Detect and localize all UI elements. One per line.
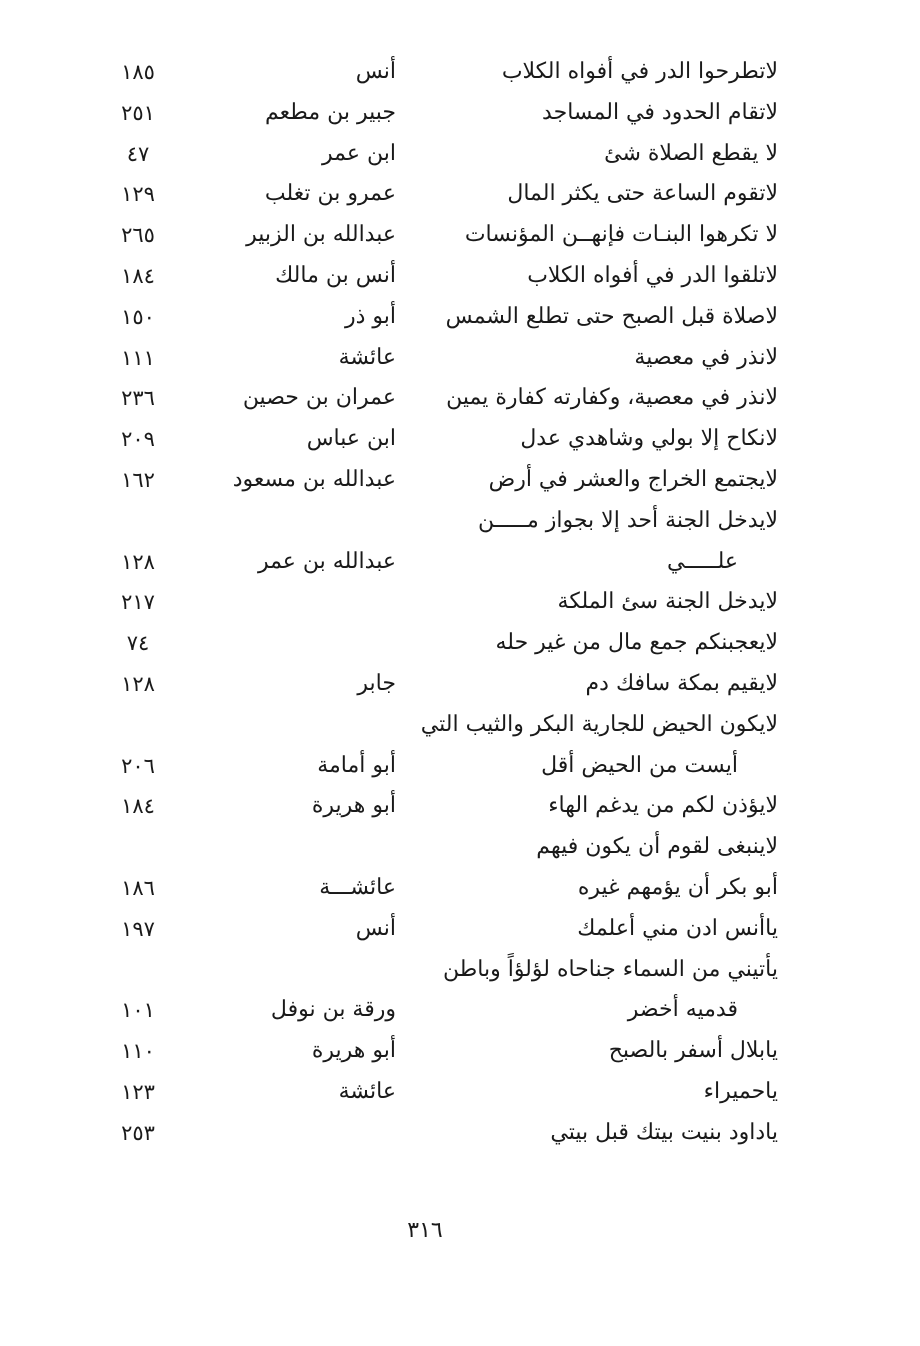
hadith-text: لاينبغى لقوم أن يكون فيهم [536,834,778,860]
hadith-text: لانذر في معصية [634,344,778,370]
index-row [0,827,920,868]
narrator-name [226,582,396,623]
page-reference: ١٥٠ [121,304,155,329]
index-row [0,786,920,827]
page-reference: ٢١٧ [121,590,155,615]
hadith-text: لايقيم بمكة سافك دم [585,670,778,696]
index-row [0,52,920,93]
page-reference: ٢٦٥ [121,223,155,248]
narrator-name [226,950,396,991]
narrator-name: أنس [355,59,396,84]
page-reference: ١٢٨ [121,671,155,696]
hadith-text: لايدخل الجنة أحد إلا بجواز مـــــن [478,507,778,533]
page-reference: ١٨٥ [121,60,155,84]
hadith-text: لايجتمع الخراج والعشر في أرض [488,466,778,492]
narrator-name [226,827,396,868]
page-reference: ١٩٧ [121,916,155,941]
page-reference: ١١١ [121,345,155,370]
narrator-name: أبو هريرة [311,1038,396,1064]
hadith-text: لا تكرهوا البنـات فإنهــن المؤنسات [464,222,778,248]
index-row [0,582,920,623]
narrator-name: عائشة [338,1078,396,1104]
index-row [0,460,920,501]
hadith-text: قدميه أخضر [627,997,738,1023]
index-row [0,1031,920,1072]
hadith-text: لانذر في معصية، وكفارته كفارة يمين [446,385,778,411]
narrator-name: عبدالله بن عمر [257,548,396,574]
hadith-text: ياأنس ادن مني أعلمك [577,915,778,941]
narrator-name: جابر [357,670,396,696]
index-row [0,256,920,297]
page-number: ٣١٦ [407,1218,443,1243]
narrator-name [226,623,396,664]
page-reference: ٢٥٣ [121,1120,155,1145]
hadith-text: لايدخل الجنة سئ الملكة [557,589,778,615]
narrator-name: عمران بن حصين [242,385,396,411]
page-reference [108,501,168,542]
narrator-name: جبير بن مطعم [265,99,396,125]
hadith-text: لاتلقوا الدر في أفواه الكلاب [527,262,778,288]
hadith-text: لانكاح إلا بولي وشاهدي عدل [520,426,778,452]
index-row [0,1113,920,1154]
page-reference: ١٢٩ [121,182,155,207]
index-row [0,623,920,664]
index-row [0,215,920,256]
hadith-index-table [0,52,920,1154]
hadith-text: يابلال أسفر بالصبح [608,1038,778,1064]
page-reference: ١٦٢ [121,467,155,492]
narrator-name: عبدالله بن الزبير [246,222,396,248]
page-reference: ١٢٣ [121,1079,155,1104]
hadith-text: ياداود بنيت بيتك قبل بيتي [550,1119,778,1145]
narrator-name [226,501,396,542]
index-row [0,990,920,1031]
index-row [0,378,920,419]
hadith-text: لايكون الحيض للجارية البكر والثيب التي [420,711,778,737]
hadith-text: ياحميراء [703,1078,778,1104]
index-row [0,501,920,542]
page-reference: ١٢٨ [121,549,155,574]
index-row [0,909,920,950]
index-row [0,1072,920,1113]
page-reference: ١٠١ [121,998,155,1023]
narrator-name: ورقة بن نوفل [270,997,396,1023]
page-reference: ٢٠٦ [121,753,155,778]
hadith-text: لايؤذن لكم من يدغم الهاء [548,793,778,819]
page-reference: ٤٧ [126,141,150,166]
narrator-name [226,1113,396,1154]
page-reference [108,950,168,991]
hadith-text: يأتيني من السماء جناحاه لؤلؤاً وباطن [443,956,778,982]
narrator-name: عبدالله بن مسعود [232,466,396,492]
page-reference: ١١٠ [121,1039,155,1064]
page-reference: ٢٣٦ [121,386,155,411]
hadith-text: لايعجبنكم جمع مال من غير حله [495,630,778,656]
hadith-text: لاتطرحوا الدر في أفواه الكلاب [501,59,778,84]
index-row [0,542,920,583]
index-row [0,705,920,746]
narrator-name: ابن عمر [322,140,396,166]
index-row [0,746,920,787]
narrator-name: عائشة [338,344,396,370]
index-row [0,297,920,338]
index-row [0,868,920,909]
index-row [0,338,920,379]
page-reference: ١٨٤ [121,263,155,288]
narrator-name: أبو هريرة [311,793,396,819]
hadith-text: لاصلاة قبل الصبح حتى تطلع الشمس [445,303,778,329]
narrator-name: أنس [355,915,396,941]
narrator-name [226,705,396,746]
narrator-name: عائشـــة [319,874,396,900]
page-reference: ١٨٦ [121,875,155,900]
index-row [0,419,920,460]
hadith-text: علـــــي [667,548,738,574]
page-reference: ٢٥١ [121,100,155,125]
page-reference: ٧٤ [126,631,150,656]
narrator-name: عمرو بن تغلب [264,181,396,207]
index-row [0,93,920,134]
index-row [0,134,920,175]
hadith-text: أبو بكر أن يؤمهم غيره [577,874,778,900]
narrator-name: أبو أمامة [317,752,396,778]
page-reference [108,827,168,868]
index-row [0,174,920,215]
hadith-text: لا يقطع الصلاة شئ [604,140,778,166]
hadith-text: أيست من الحيض أقل [541,752,738,778]
index-row [0,950,920,991]
page-reference: ١٨٤ [121,794,155,819]
narrator-name: أبو ذر [344,303,396,329]
narrator-name: أنس بن مالك [275,262,396,288]
hadith-text: لاتقوم الساعة حتى يكثر المال [507,181,778,207]
page-reference [108,705,168,746]
index-row [0,664,920,705]
page-reference: ٢٠٩ [121,427,155,452]
hadith-text: لاتقام الحدود في المساجد [542,99,778,125]
narrator-name: ابن عباس [306,426,396,452]
